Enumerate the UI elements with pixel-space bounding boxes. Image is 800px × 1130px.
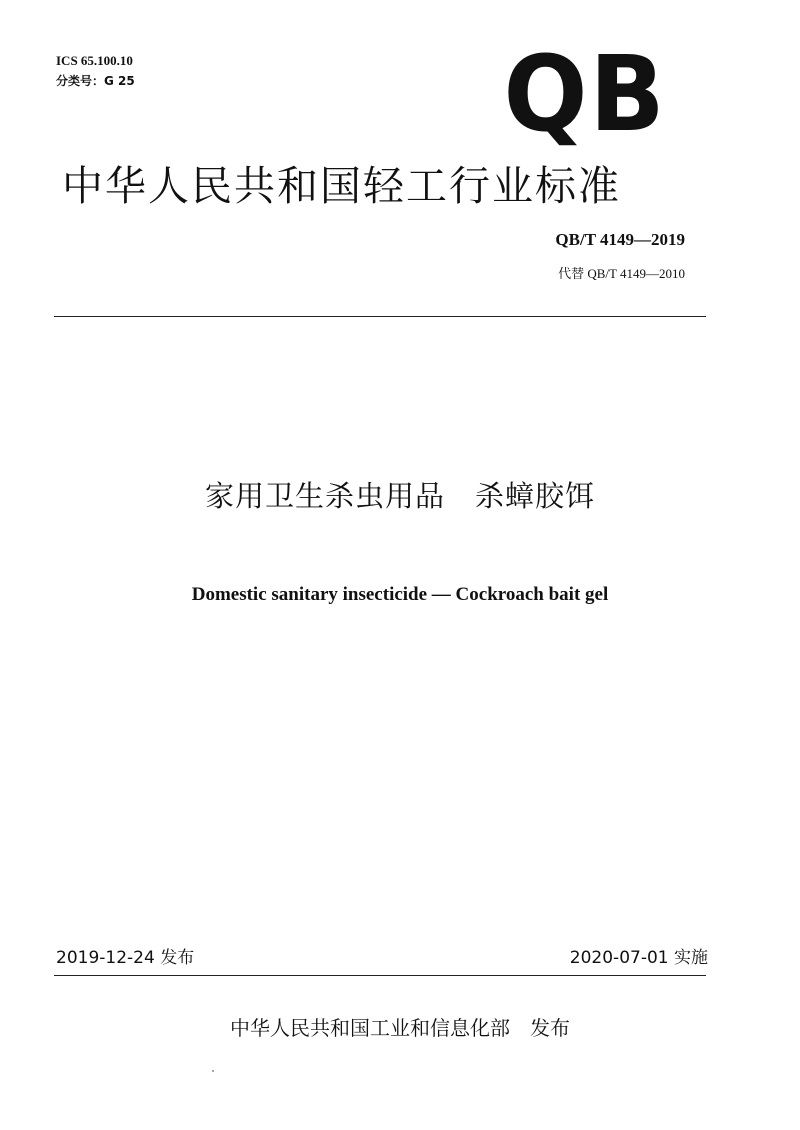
organization-title: 中华人民共和国轻工行业标准 [62,162,621,210]
scan-speck [212,1070,214,1072]
replaces-standard: 代替 QB/T 4149—2010 [558,266,685,281]
qb-logo: QB [503,33,667,155]
english-title: Domestic sanitary insecticide — Cockroach bait gel [191,584,609,605]
chinese-title: 家用卫生杀虫用品 杀蟑胶饵 [204,479,595,513]
top-divider [54,316,706,317]
bottom-divider [54,975,706,976]
issue-date: 2019-12-24 发布 [56,948,195,968]
implementation-date: 2020-07-01 实施 [569,948,708,968]
classification-code: 分类号：G 25 [56,74,135,88]
ics-code: ICS 65.100.10 [56,53,133,68]
standard-number: QB/T 4149—2019 [555,230,685,249]
publisher: 中华人民共和国工业和信息化部 发布 [230,1016,570,1040]
